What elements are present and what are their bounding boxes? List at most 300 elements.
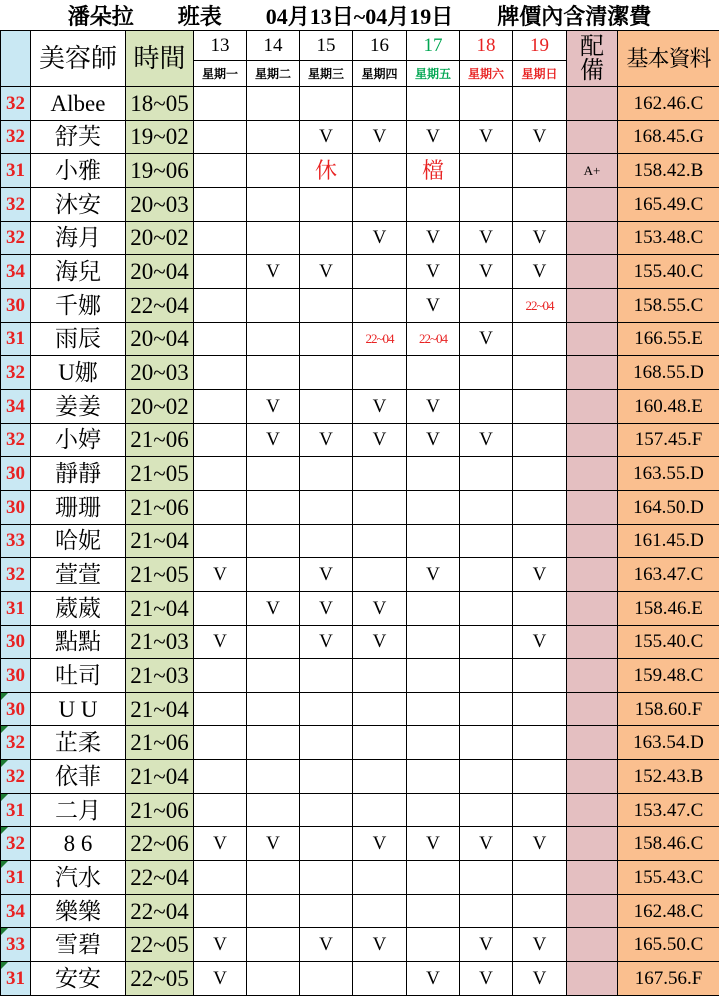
- basic-info-cell: 158.46.C: [618, 827, 719, 861]
- equipment-cell: [567, 423, 618, 457]
- basic-info-cell: 152.43.B: [618, 760, 719, 794]
- day-cell-mon: V: [194, 962, 247, 996]
- beautician-name-cell: 依菲: [31, 760, 126, 794]
- day-cell-sun: [513, 692, 567, 726]
- row-number: 34: [6, 261, 25, 283]
- shift-time-cell: 21~05: [126, 457, 194, 491]
- row-number-cell: [1, 558, 31, 592]
- day-cell-fri: [407, 760, 460, 794]
- beautician-name-cell: 姜姜: [31, 389, 126, 423]
- day-cell-sat: V: [460, 962, 513, 996]
- equipment-cell: [567, 187, 618, 221]
- basic-info-cell: 165.50.C: [618, 928, 719, 962]
- day-cell-thu: [353, 558, 407, 592]
- table-row: [1, 625, 719, 659]
- day-cell-sat: [460, 87, 513, 121]
- day-cell-mon: [194, 154, 247, 188]
- time-header: 時間: [126, 31, 194, 87]
- day-cell-thu: [353, 288, 407, 322]
- day-cell-thu: [353, 894, 407, 928]
- day-cell-thu: [353, 659, 407, 693]
- beautician-name-cell: U U: [31, 692, 126, 726]
- shift-time-cell: 20~04: [126, 322, 194, 356]
- day-cell-thu: [353, 962, 407, 996]
- date-header-wed: 15: [300, 31, 353, 61]
- shift-time-cell: 21~06: [126, 793, 194, 827]
- day-cell-mon: [194, 120, 247, 154]
- day-cell-tue: V: [247, 255, 300, 289]
- day-cell-mon: V: [194, 625, 247, 659]
- weekday-header-fri: 星期五: [407, 61, 460, 87]
- row-number: 33: [6, 934, 25, 956]
- beautician-name-cell: 汽水: [31, 861, 126, 895]
- day-cell-sat: [460, 558, 513, 592]
- basic-info-cell: 158.60.F: [618, 692, 719, 726]
- shift-time-cell: 22~04: [126, 288, 194, 322]
- row-number-cell: [1, 591, 31, 625]
- day-cell-sun: V: [513, 255, 567, 289]
- table-row: [1, 187, 719, 221]
- day-cell-tue: [247, 760, 300, 794]
- flag-triangle-icon: [1, 928, 8, 935]
- shift-time-cell: 22~05: [126, 928, 194, 962]
- day-cell-fri: 22~04: [407, 322, 460, 356]
- beautician-name-cell: 海月: [31, 221, 126, 255]
- table-row: [1, 423, 719, 457]
- row-number: 31: [6, 328, 25, 350]
- row-number-cell: [1, 692, 31, 726]
- shift-time-cell: 18~05: [126, 87, 194, 121]
- day-cell-fri: [407, 861, 460, 895]
- day-cell-fri: [407, 87, 460, 121]
- day-cell-sat: [460, 524, 513, 558]
- day-cell-tue: V: [247, 827, 300, 861]
- equipment-cell: [567, 928, 618, 962]
- day-cell-fri: [407, 457, 460, 491]
- basic-info-cell: 161.45.D: [618, 524, 719, 558]
- day-cell-sun: V: [513, 962, 567, 996]
- basic-info-cell: 155.40.C: [618, 255, 719, 289]
- schedule-table: [0, 30, 719, 996]
- equipment-cell: [567, 221, 618, 255]
- day-cell-sun: [513, 154, 567, 188]
- beautician-name-cell: 二月: [31, 793, 126, 827]
- equipment-cell: [567, 120, 618, 154]
- beautician-name-cell: Albee: [31, 87, 126, 121]
- beautician-name-cell: 點點: [31, 625, 126, 659]
- basic-info-cell: 162.48.C: [618, 894, 719, 928]
- row-number: 30: [6, 496, 25, 518]
- table-row: [1, 356, 719, 390]
- beautician-name-cell: 樂樂: [31, 894, 126, 928]
- basic-info-cell: 157.45.F: [618, 423, 719, 457]
- day-cell-thu: V: [353, 120, 407, 154]
- row-number: 30: [6, 294, 25, 316]
- day-cell-mon: [194, 659, 247, 693]
- day-cell-tue: V: [247, 389, 300, 423]
- day-cell-sat: [460, 187, 513, 221]
- row-number-cell: [1, 288, 31, 322]
- day-cell-wed: [300, 827, 353, 861]
- equipment-cell: [567, 760, 618, 794]
- row-number-cell: [1, 490, 31, 524]
- beautician-name-cell: 安安: [31, 962, 126, 996]
- beautician-name-cell: 吐司: [31, 659, 126, 693]
- day-cell-tue: [247, 659, 300, 693]
- row-number-cell: [1, 726, 31, 760]
- day-cell-fri: [407, 591, 460, 625]
- day-cell-fri: [407, 524, 460, 558]
- row-number: 30: [6, 698, 25, 720]
- day-cell-tue: [247, 861, 300, 895]
- day-cell-wed: V: [300, 625, 353, 659]
- row-number-cell: [1, 322, 31, 356]
- equipment-cell: A+: [567, 154, 618, 188]
- basic-info-cell: 163.47.C: [618, 558, 719, 592]
- row-number: 31: [6, 967, 25, 989]
- day-cell-fri: [407, 659, 460, 693]
- day-cell-thu: V: [353, 389, 407, 423]
- shift-time-cell: 21~05: [126, 558, 194, 592]
- table-row: [1, 928, 719, 962]
- day-cell-thu: [353, 356, 407, 390]
- day-cell-thu: V: [353, 423, 407, 457]
- day-cell-thu: [353, 861, 407, 895]
- equipment-cell: [567, 692, 618, 726]
- row-number-cell: [1, 389, 31, 423]
- day-cell-sun: [513, 760, 567, 794]
- day-cell-wed: V: [300, 928, 353, 962]
- equipment-cell: [567, 861, 618, 895]
- flag-triangle-icon: [1, 827, 8, 834]
- day-cell-mon: [194, 389, 247, 423]
- day-cell-sat: [460, 591, 513, 625]
- table-row: [1, 726, 719, 760]
- day-cell-sat: V: [460, 221, 513, 255]
- shift-time-cell: 22~05: [126, 962, 194, 996]
- shift-time-cell: 21~06: [126, 423, 194, 457]
- equipment-cell: [567, 389, 618, 423]
- day-cell-sat: [460, 861, 513, 895]
- table-row: [1, 457, 719, 491]
- day-cell-mon: [194, 591, 247, 625]
- shift-time-cell: 19~02: [126, 120, 194, 154]
- table-row: [1, 591, 719, 625]
- day-cell-thu: [353, 154, 407, 188]
- day-cell-sun: [513, 793, 567, 827]
- shift-time-cell: 21~06: [126, 726, 194, 760]
- day-cell-sat: [460, 760, 513, 794]
- day-cell-fri: [407, 692, 460, 726]
- day-cell-tue: [247, 154, 300, 188]
- day-cell-mon: [194, 255, 247, 289]
- day-cell-wed: [300, 894, 353, 928]
- row-number-cell: [1, 255, 31, 289]
- row-number: 32: [6, 429, 25, 451]
- day-cell-tue: [247, 692, 300, 726]
- beautician-name-cell: 小婷: [31, 423, 126, 457]
- row-number: 32: [6, 362, 25, 384]
- table-row: [1, 288, 719, 322]
- equipment-cell: [567, 827, 618, 861]
- day-cell-wed: V: [300, 558, 353, 592]
- basic-info-cell: 163.54.D: [618, 726, 719, 760]
- shift-time-cell: 20~02: [126, 389, 194, 423]
- day-cell-sun: V: [513, 221, 567, 255]
- row-number-cell: [1, 625, 31, 659]
- table-row: [1, 389, 719, 423]
- day-cell-wed: [300, 389, 353, 423]
- shift-time-cell: 20~02: [126, 221, 194, 255]
- row-number: 30: [6, 631, 25, 653]
- day-cell-sat: V: [460, 120, 513, 154]
- day-cell-thu: [353, 692, 407, 726]
- row-number-cell: [1, 760, 31, 794]
- basic-info-cell: 167.56.F: [618, 962, 719, 996]
- flag-triangle-icon: [1, 794, 8, 801]
- day-cell-thu: V: [353, 928, 407, 962]
- day-cell-thu: V: [353, 221, 407, 255]
- beautician-name-cell: 靜靜: [31, 457, 126, 491]
- shift-time-cell: 21~03: [126, 659, 194, 693]
- table-row: [1, 221, 719, 255]
- day-cell-sun: [513, 322, 567, 356]
- day-cell-sat: [460, 726, 513, 760]
- day-cell-fri: V: [407, 255, 460, 289]
- day-cell-sun: [513, 894, 567, 928]
- day-cell-sat: [460, 625, 513, 659]
- equipment-cell: [567, 457, 618, 491]
- beautician-name-cell: 海兒: [31, 255, 126, 289]
- shift-time-cell: 20~04: [126, 255, 194, 289]
- table-row: [1, 760, 719, 794]
- day-cell-fri: [407, 187, 460, 221]
- flag-triangle-icon: [1, 726, 8, 733]
- equipment-cell: [567, 255, 618, 289]
- day-cell-mon: [194, 490, 247, 524]
- row-number-cell: [1, 120, 31, 154]
- shift-time-cell: 22~04: [126, 861, 194, 895]
- row-number-cell: [1, 457, 31, 491]
- day-cell-sat: [460, 894, 513, 928]
- day-cell-wed: [300, 221, 353, 255]
- equipment-cell: [567, 894, 618, 928]
- day-cell-wed: [300, 288, 353, 322]
- day-cell-wed: V: [300, 255, 353, 289]
- day-cell-wed: V: [300, 591, 353, 625]
- day-cell-tue: [247, 793, 300, 827]
- row-number-cell: [1, 793, 31, 827]
- shift-time-cell: 22~06: [126, 827, 194, 861]
- day-cell-sat: V: [460, 423, 513, 457]
- day-cell-tue: [247, 187, 300, 221]
- shift-time-cell: 20~03: [126, 356, 194, 390]
- day-cell-wed: [300, 962, 353, 996]
- basic-info-cell: 162.46.C: [618, 87, 719, 121]
- day-cell-tue: [247, 524, 300, 558]
- beautician-name-cell: 珊珊: [31, 490, 126, 524]
- row-number-cell: [1, 356, 31, 390]
- table-row: [1, 558, 719, 592]
- day-cell-fri: [407, 894, 460, 928]
- row-number: 34: [6, 900, 25, 922]
- day-cell-sun: [513, 457, 567, 491]
- day-cell-wed: [300, 793, 353, 827]
- beautician-name-cell: 8 6: [31, 827, 126, 861]
- row-number: 32: [6, 765, 25, 787]
- row-number: 32: [6, 732, 25, 754]
- basic-info-cell: 155.43.C: [618, 861, 719, 895]
- day-cell-fri: 檔: [407, 154, 460, 188]
- day-cell-wed: V: [300, 120, 353, 154]
- day-cell-thu: 22~04: [353, 322, 407, 356]
- day-cell-wed: [300, 861, 353, 895]
- day-cell-sun: V: [513, 120, 567, 154]
- basic-info-header: 基本資料: [618, 31, 719, 87]
- day-cell-thu: [353, 255, 407, 289]
- shift-time-cell: 21~04: [126, 760, 194, 794]
- row-number: 32: [6, 193, 25, 215]
- day-cell-fri: [407, 726, 460, 760]
- beautician-name-cell: 萱萱: [31, 558, 126, 592]
- day-cell-fri: V: [407, 120, 460, 154]
- flag-triangle-icon: [1, 962, 8, 969]
- day-cell-mon: [194, 356, 247, 390]
- row-number-cell: [1, 827, 31, 861]
- day-cell-sun: [513, 356, 567, 390]
- day-cell-wed: [300, 457, 353, 491]
- day-cell-tue: [247, 356, 300, 390]
- day-cell-sun: [513, 524, 567, 558]
- day-cell-thu: V: [353, 591, 407, 625]
- basic-info-cell: 159.48.C: [618, 659, 719, 693]
- day-cell-tue: [247, 288, 300, 322]
- equipment-cell: [567, 524, 618, 558]
- day-cell-tue: [247, 558, 300, 592]
- row-number: 31: [6, 160, 25, 182]
- row-number-cell: [1, 861, 31, 895]
- day-cell-wed: [300, 524, 353, 558]
- day-cell-tue: [247, 625, 300, 659]
- basic-info-cell: 158.46.E: [618, 591, 719, 625]
- weekday-header-sat: 星期六: [460, 61, 513, 87]
- day-cell-mon: [194, 221, 247, 255]
- day-cell-thu: [353, 524, 407, 558]
- day-cell-fri: V: [407, 423, 460, 457]
- table-row: [1, 524, 719, 558]
- beautician-name-cell: 舒芙: [31, 120, 126, 154]
- row-number-cell: [1, 962, 31, 996]
- day-cell-thu: V: [353, 827, 407, 861]
- shift-time-cell: 21~04: [126, 524, 194, 558]
- day-cell-thu: [353, 457, 407, 491]
- day-cell-thu: [353, 490, 407, 524]
- day-cell-sat: [460, 793, 513, 827]
- row-number: 32: [6, 227, 25, 249]
- day-cell-sun: [513, 726, 567, 760]
- row-number: 32: [6, 126, 25, 148]
- day-cell-fri: [407, 793, 460, 827]
- table-row: [1, 154, 719, 188]
- day-cell-sat: V: [460, 322, 513, 356]
- basic-info-cell: 155.40.C: [618, 625, 719, 659]
- day-cell-sun: [513, 389, 567, 423]
- equipment-cell: [567, 625, 618, 659]
- basic-info-cell: 168.45.G: [618, 120, 719, 154]
- day-cell-sat: [460, 457, 513, 491]
- day-cell-mon: [194, 288, 247, 322]
- day-cell-mon: V: [194, 558, 247, 592]
- equipment-cell: [567, 288, 618, 322]
- basic-info-cell: 164.50.D: [618, 490, 719, 524]
- day-cell-wed: [300, 187, 353, 221]
- equipment-cell: [567, 87, 618, 121]
- day-cell-sun: 22~04: [513, 288, 567, 322]
- day-cell-sun: [513, 490, 567, 524]
- day-cell-tue: [247, 457, 300, 491]
- row-number-cell: [1, 187, 31, 221]
- equipment-cell: [567, 322, 618, 356]
- equipment-cell: [567, 490, 618, 524]
- date-header-sat: 18: [460, 31, 513, 61]
- basic-info-cell: 166.55.E: [618, 322, 719, 356]
- basic-info-cell: 163.55.D: [618, 457, 719, 491]
- day-cell-mon: [194, 187, 247, 221]
- day-cell-fri: V: [407, 962, 460, 996]
- beautician-name-cell: 哈妮: [31, 524, 126, 558]
- shift-time-cell: 21~04: [126, 692, 194, 726]
- day-cell-tue: [247, 962, 300, 996]
- corner-header-cell: [1, 31, 31, 87]
- table-row: [1, 827, 719, 861]
- day-cell-tue: V: [247, 423, 300, 457]
- day-cell-sat: V: [460, 255, 513, 289]
- day-cell-mon: [194, 793, 247, 827]
- day-cell-fri: [407, 490, 460, 524]
- shift-time-cell: 21~04: [126, 591, 194, 625]
- day-cell-mon: [194, 423, 247, 457]
- day-cell-sun: V: [513, 625, 567, 659]
- day-cell-thu: [353, 793, 407, 827]
- row-number: 32: [6, 92, 25, 114]
- day-cell-wed: [300, 356, 353, 390]
- row-number-cell: [1, 524, 31, 558]
- beautician-name-cell: 千娜: [31, 288, 126, 322]
- day-cell-tue: [247, 87, 300, 121]
- basic-info-cell: 158.42.B: [618, 154, 719, 188]
- day-cell-wed: [300, 726, 353, 760]
- row-number-cell: [1, 87, 31, 121]
- table-row: [1, 120, 719, 154]
- day-cell-fri: V: [407, 389, 460, 423]
- day-cell-wed: [300, 692, 353, 726]
- day-cell-tue: [247, 726, 300, 760]
- beautician-name-cell: 雨辰: [31, 322, 126, 356]
- day-cell-sun: V: [513, 558, 567, 592]
- day-cell-mon: [194, 524, 247, 558]
- row-number-cell: [1, 154, 31, 188]
- row-number: 30: [6, 463, 25, 485]
- shift-time-cell: 21~03: [126, 625, 194, 659]
- date-header-fri: 17: [407, 31, 460, 61]
- table-row: [1, 659, 719, 693]
- day-cell-mon: [194, 457, 247, 491]
- equipment-header: 配 備: [567, 31, 618, 87]
- schedule-rows: [1, 87, 719, 996]
- row-number: 31: [6, 799, 25, 821]
- day-cell-fri: V: [407, 558, 460, 592]
- day-cell-sun: V: [513, 827, 567, 861]
